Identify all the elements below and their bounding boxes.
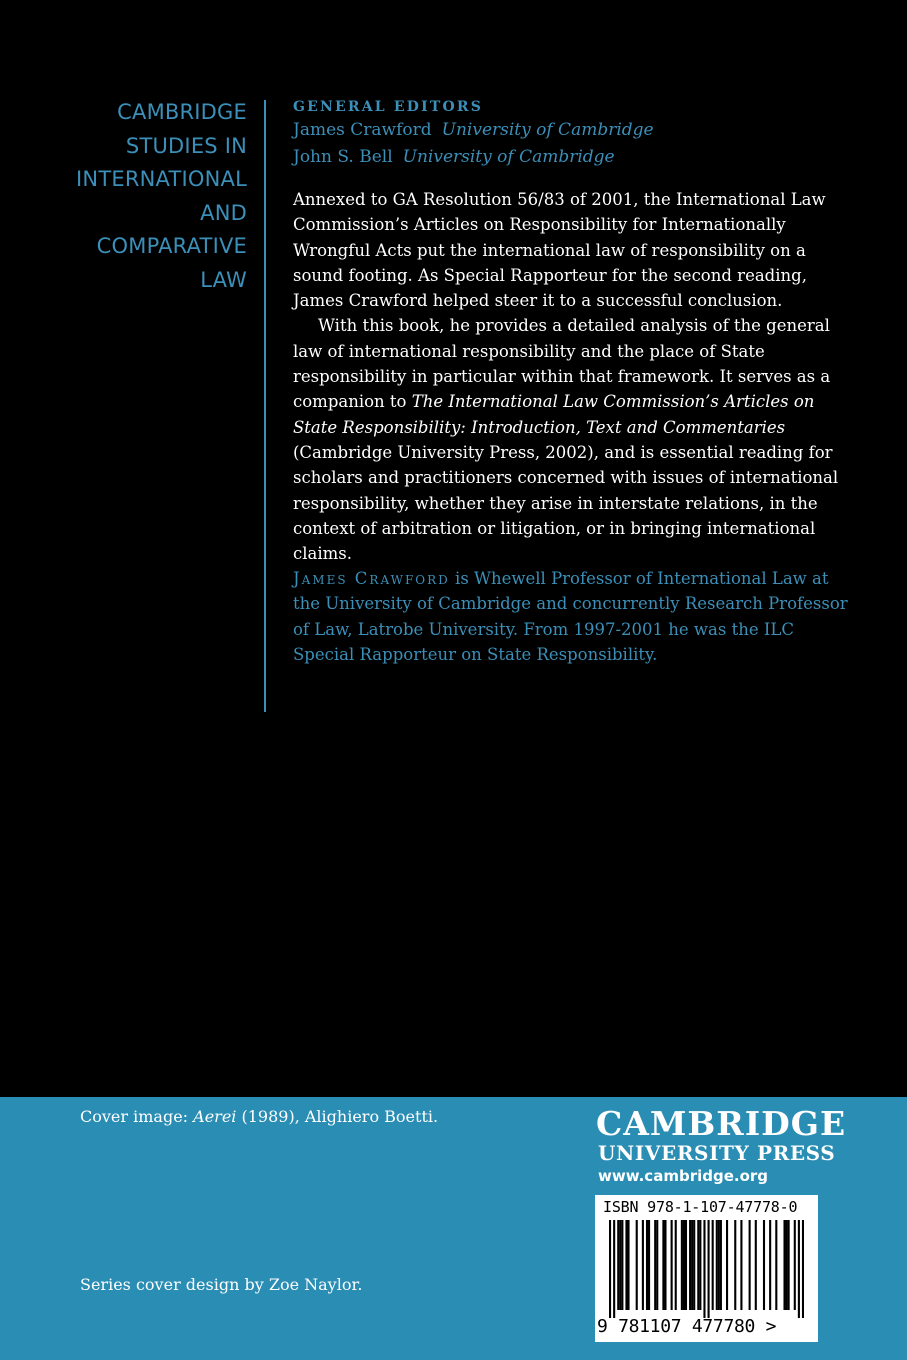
series-title-line: INTERNATIONAL bbox=[76, 167, 247, 191]
barcode-bar bbox=[664, 1220, 666, 1310]
barcode-bar bbox=[693, 1220, 695, 1310]
editor-row bbox=[293, 144, 654, 171]
description-paragraph-2 bbox=[293, 313, 853, 566]
vertical-divider bbox=[264, 100, 266, 712]
description-text: With this book, he provides a detailed analysis of the general law of international responsibility and the place of State responsibility in particular within that framework. It serves as a companion to bbox=[293, 316, 831, 412]
series-title-line: AND bbox=[200, 200, 247, 225]
barcode-bar bbox=[697, 1220, 699, 1310]
isbn-barcode bbox=[595, 1195, 818, 1342]
barcode-bar bbox=[625, 1220, 627, 1310]
barcode-bar bbox=[775, 1220, 777, 1310]
barcode-bar bbox=[675, 1220, 677, 1310]
barcode-bar bbox=[718, 1220, 720, 1310]
barcode-bar bbox=[769, 1220, 771, 1310]
editor-affiliation: University of Cambridge bbox=[402, 147, 615, 167]
description-paragraph-1: Annexed to GA Resolution 56/83 of 2001, the International Law Commission’s Articles on Responsibility for Internationally Wrongful Acts put the international law of responsibility on a sound footing. As Special Rapporteur for the second reading, James Crawford helped steer it to a successful conclusion. bbox=[293, 190, 826, 311]
barcode-bar bbox=[689, 1220, 691, 1310]
barcode-bar bbox=[749, 1220, 751, 1310]
author-bio-text: is Whewell Professor of International Law at the University of Cambridge and concurrently Research Professor of Law, Latrobe University. From 1997-2001 he was the ILC Special Rapporteur on State Responsibility. bbox=[293, 569, 848, 664]
barcode-bar bbox=[617, 1220, 619, 1310]
book-description bbox=[293, 187, 853, 566]
barcode-bar bbox=[662, 1220, 664, 1310]
publisher-url: www.cambridge.org bbox=[598, 1167, 769, 1185]
editor-affiliation: University of Cambridge bbox=[441, 120, 654, 140]
barcode-bar bbox=[783, 1220, 785, 1310]
author-name: James Crawford bbox=[293, 569, 450, 588]
barcode-bar bbox=[681, 1220, 683, 1310]
barcode-bar bbox=[646, 1220, 648, 1310]
series-title bbox=[40, 96, 247, 297]
publisher-logo bbox=[596, 1106, 846, 1188]
barcode-bar bbox=[613, 1220, 615, 1318]
barcode-bar bbox=[609, 1220, 611, 1318]
barcode-bar bbox=[740, 1220, 742, 1310]
barcode-bar bbox=[636, 1220, 638, 1310]
barcode-bar bbox=[802, 1220, 804, 1318]
barcode-bar bbox=[648, 1220, 650, 1310]
author-bio bbox=[293, 566, 853, 667]
barcode-bar bbox=[656, 1220, 658, 1310]
barcode-bar bbox=[642, 1220, 644, 1310]
barcode-bar bbox=[683, 1220, 685, 1310]
barcode-bar bbox=[654, 1220, 656, 1310]
isbn-label: ISBN 978-1-107-47778-0 bbox=[603, 1198, 798, 1216]
publisher-name: CAMBRIDGE bbox=[596, 1104, 847, 1143]
barcode-bar bbox=[691, 1220, 693, 1310]
barcode-bar bbox=[708, 1220, 710, 1318]
barcode-digits: 9 781107 477780 > bbox=[597, 1316, 777, 1337]
barcode-bar bbox=[619, 1220, 621, 1310]
barcode-bar bbox=[798, 1220, 800, 1318]
general-editors-label: GENERAL EDITORS bbox=[293, 99, 484, 115]
credit-prefix: Cover image: bbox=[80, 1107, 194, 1126]
publisher-press: UNIVERSITY PRESS bbox=[598, 1141, 836, 1165]
barcode-bars bbox=[609, 1220, 804, 1318]
general-editors bbox=[293, 97, 654, 171]
credit-suffix: (1989), Alighiero Boetti. bbox=[236, 1107, 439, 1126]
series-title-line: CAMBRIDGE bbox=[117, 100, 247, 124]
barcode-bar bbox=[712, 1220, 714, 1310]
barcode-bar bbox=[621, 1220, 623, 1310]
editor-name: John S. Bell bbox=[293, 147, 393, 167]
barcode-bar bbox=[627, 1220, 629, 1310]
barcode-bar bbox=[699, 1220, 701, 1310]
description-text: (Cambridge University Press, 2002), and is essential reading for scholars and practitioners concerned with issues of international responsibility, whether they arise in interstate relations, in the context of arbitration or litigation, or in bringing international claims. bbox=[293, 442, 839, 564]
artwork-title: Aerei bbox=[193, 1107, 237, 1126]
series-title-line: STUDIES IN bbox=[125, 133, 247, 158]
barcode-bar bbox=[794, 1220, 796, 1310]
barcode-bar bbox=[763, 1220, 765, 1310]
barcode-bar bbox=[788, 1220, 790, 1310]
cover-image-credit bbox=[80, 1107, 438, 1126]
series-design-credit: Series cover design by Zoe Naylor. bbox=[80, 1275, 363, 1294]
barcode-bar bbox=[726, 1220, 728, 1310]
series-title-line: COMPARATIVE bbox=[96, 234, 247, 258]
barcode-bar bbox=[703, 1220, 705, 1318]
barcode-bar bbox=[671, 1220, 673, 1310]
barcode-bar bbox=[716, 1220, 718, 1310]
barcode-bar bbox=[734, 1220, 736, 1310]
companion-book-title: The International Law Commission’s Articles on State Responsibility: Introduction, Text and Commentaries bbox=[293, 392, 815, 437]
barcode-bar bbox=[786, 1220, 788, 1310]
barcode-bar bbox=[685, 1220, 687, 1310]
editor-row bbox=[293, 117, 654, 144]
series-title-line: LAW bbox=[200, 267, 247, 292]
barcode-bar bbox=[755, 1220, 757, 1310]
editor-name: James Crawford bbox=[293, 120, 432, 140]
barcode-bar bbox=[720, 1220, 722, 1310]
